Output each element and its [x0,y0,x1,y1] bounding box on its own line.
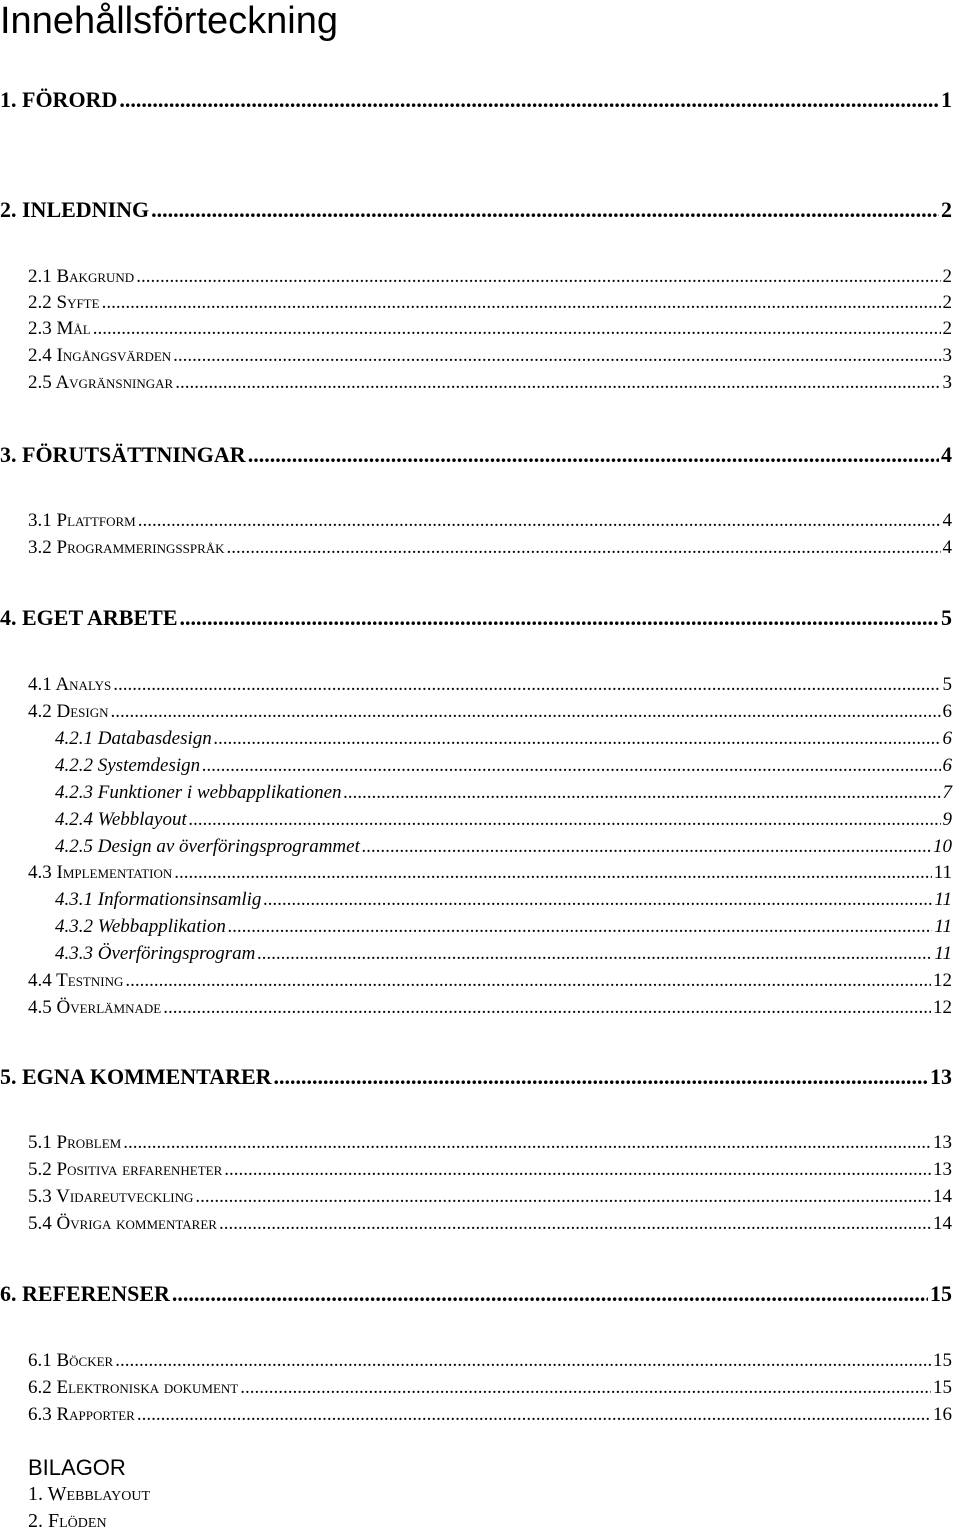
toc-entry-label: 6. REFERENSER [0,1281,170,1306]
toc-page-number: 15 [933,1377,952,1398]
toc-leader [362,836,931,858]
toc-entry-testning[interactable] [28,970,952,992]
toc-entry-label: 2.2 Syfte [28,292,100,313]
toc-page-number: 2 [942,292,952,313]
toc-page-number: 5 [941,605,952,630]
toc-entry-forord[interactable] [0,87,952,113]
toc-leader [189,809,941,831]
toc-page-number: 4 [942,537,952,558]
toc-entry-overforingsprogram[interactable] [55,943,952,965]
toc-leader [172,1281,928,1307]
toc-entry-label: 4.2.5 Design av överföringsprogrammet [55,836,360,857]
toc-entry-label: 4.2.2 Systemdesign [55,755,201,776]
toc-entry-ovriga-kommentarer[interactable] [28,1213,952,1235]
toc-entry-funktioner[interactable] [55,782,952,804]
toc-entry-label: 2. INLEDNING [0,197,150,222]
toc-entry-referenser[interactable] [0,1281,952,1307]
toc-leader [163,997,931,1019]
toc-entry-label: 4.4 Testning [28,970,124,991]
toc-leader [175,372,940,394]
toc-entry-label: 4. EGET ARBETE [0,605,178,630]
toc-leader [248,442,939,468]
toc-entry-systemdesign[interactable] [55,755,952,777]
toc-leader [113,674,940,696]
toc-entry-implementation[interactable] [28,862,952,884]
toc-page-number: 15 [930,1281,952,1306]
toc-page-number: 13 [933,1132,952,1153]
bilaga-item[interactable]: 1. Webblayout [28,1483,151,1505]
toc-entry-label: 2.1 Bakgrund [28,266,135,287]
toc-leader [274,1064,928,1090]
toc-entry-label: 4.2.1 Databasdesign [55,728,212,749]
toc-entry-inledning[interactable] [0,197,952,223]
toc-leader [214,728,941,750]
toc-leader [115,1350,931,1372]
toc-leader [180,605,940,631]
toc-entry-bakgrund[interactable] [28,266,952,288]
toc-entry-plattform[interactable] [28,510,952,532]
toc-page-number: 12 [933,970,952,991]
toc-page-number: 13 [933,1159,952,1180]
toc-entry-ingangsvarden[interactable] [28,345,952,367]
toc-page-number: 9 [942,809,952,830]
toc-leader [202,755,940,777]
toc-page-number: 2 [942,318,952,339]
toc-page-number: 2 [941,197,952,222]
toc-leader [257,943,932,965]
toc-entry-label: 3.1 Plattform [28,510,136,531]
toc-leader [219,1213,931,1235]
toc-entry-design-overforing[interactable] [55,836,952,858]
toc-entry-analys[interactable] [28,674,952,696]
toc-entry-label: 4.5 Överlämnade [28,997,162,1018]
toc-leader [240,1377,931,1399]
toc-leader [227,537,941,559]
toc-entry-label: 5.4 Övriga kommentarer [28,1213,217,1234]
toc-entry-label: 5. EGNA KOMMENTARER [0,1064,272,1089]
toc-page-number: 6 [942,701,952,722]
toc-leader [151,197,939,223]
toc-page-number: 13 [930,1064,952,1089]
toc-leader [138,510,941,532]
toc-entry-eget-arbete[interactable] [0,605,952,631]
toc-entry-label: 5.1 Problem [28,1132,122,1153]
toc-page-number: 4 [941,442,952,467]
toc-entry-elektroniska-dokument[interactable] [28,1377,952,1399]
toc-entry-webbapplikation[interactable] [55,916,952,938]
toc-entry-rapporter[interactable] [28,1404,952,1426]
page-title: Innehållsförteckning [0,0,338,42]
toc-page-number: 16 [933,1404,952,1425]
toc-leader [174,862,931,884]
toc-entry-label: 4.3.2 Webbapplikation [55,916,226,937]
toc-entry-label: 4.1 Analys [28,674,112,695]
toc-entry-egna-kommentarer[interactable] [0,1064,952,1090]
toc-entry-label: 4.2 Design [28,701,109,722]
toc-page-number: 7 [942,782,952,803]
toc-leader [173,345,940,367]
toc-page-number: 10 [933,836,952,857]
toc-entry-label: 6.1 Böcker [28,1350,114,1371]
toc-page-number: 4 [942,510,952,531]
toc-leader [111,701,941,723]
toc-page-number: 6 [942,755,952,776]
toc-entry-label: 2.4 Ingångsvärden [28,345,172,366]
toc-page-number: 14 [933,1186,952,1207]
toc-page-number: 2 [942,266,952,287]
toc-entry-label: 6.2 Elektroniska dokument [28,1377,239,1398]
toc-entry-overlamnade[interactable] [28,997,952,1019]
toc-page-number: 3 [942,345,952,366]
bilaga-item[interactable]: 2. Flöden [28,1510,107,1532]
toc-entry-forutsattningar[interactable] [0,442,952,468]
toc-leader [102,292,941,314]
toc-leader [119,87,939,113]
toc-entry-label: 5.3 Vidareutveckling [28,1186,194,1207]
toc-leader [125,970,931,992]
toc-entry-bocker[interactable] [28,1350,952,1372]
toc-entry-label: 3. FÖRUTSÄTTNINGAR [0,442,246,467]
toc-entry-webblayout[interactable] [55,809,952,831]
toc-entry-label: 4.2.4 Webblayout [55,809,187,830]
toc-entry-label: 5.2 Positiva erfarenheter [28,1159,223,1180]
toc-leader [93,318,941,340]
toc-leader [123,1132,931,1154]
toc-page-number: 11 [933,862,952,883]
toc-entry-programmeringssprak[interactable] [28,537,952,559]
toc-entry-positiva-erfarenheter[interactable] [28,1159,952,1181]
toc-page-number: 1 [941,87,952,112]
toc-leader [136,266,940,288]
toc-leader [137,1404,931,1426]
toc-entry-label: 4.2.3 Funktioner i webbapplikationen [55,782,342,803]
toc-page-number: 14 [933,1213,952,1234]
toc-page-number: 15 [933,1350,952,1371]
toc-entry-label: 1. FÖRORD [0,87,118,112]
bilagor-heading: BILAGOR [28,1455,126,1480]
toc-entry-vidareutveckling[interactable] [28,1186,952,1208]
toc-entry-label: 3.2 Programmeringsspråk [28,537,225,558]
toc-page-number: 12 [933,997,952,1018]
toc-entry-label: 4.3 Implementation [28,862,173,883]
toc-entry-label: 2.5 Avgränsningar [28,372,174,393]
toc-page-number: 6 [942,728,952,749]
toc-leader [224,1159,931,1181]
toc-entry-label: 6.3 Rapporter [28,1404,135,1425]
toc-page-number: 3 [942,372,952,393]
toc-entry-avgransningar[interactable] [28,372,952,394]
toc-entry-databasdesign[interactable] [55,728,952,750]
toc-leader [344,782,941,804]
toc-leader [228,916,933,938]
toc-entry-label: 2.3 Mål [28,318,91,339]
toc-entry-syfte[interactable] [28,292,952,314]
toc-entry-design[interactable] [28,701,952,723]
toc-page-number: 11 [934,943,952,964]
toc-entry-label: 4.3.3 Överföringsprogram [55,943,256,964]
toc-entry-label: 4.3.1 Informationsinsamlig [55,889,262,910]
toc-page-number: 11 [934,916,952,937]
toc-page-number: 11 [934,889,952,910]
toc-entry-problem[interactable] [28,1132,952,1154]
toc-page-number: 5 [942,674,952,695]
toc-entry-informationsinsamlig[interactable] [55,889,952,911]
toc-leader [263,889,932,911]
toc-entry-mal[interactable] [28,318,952,340]
toc-leader [195,1186,931,1208]
